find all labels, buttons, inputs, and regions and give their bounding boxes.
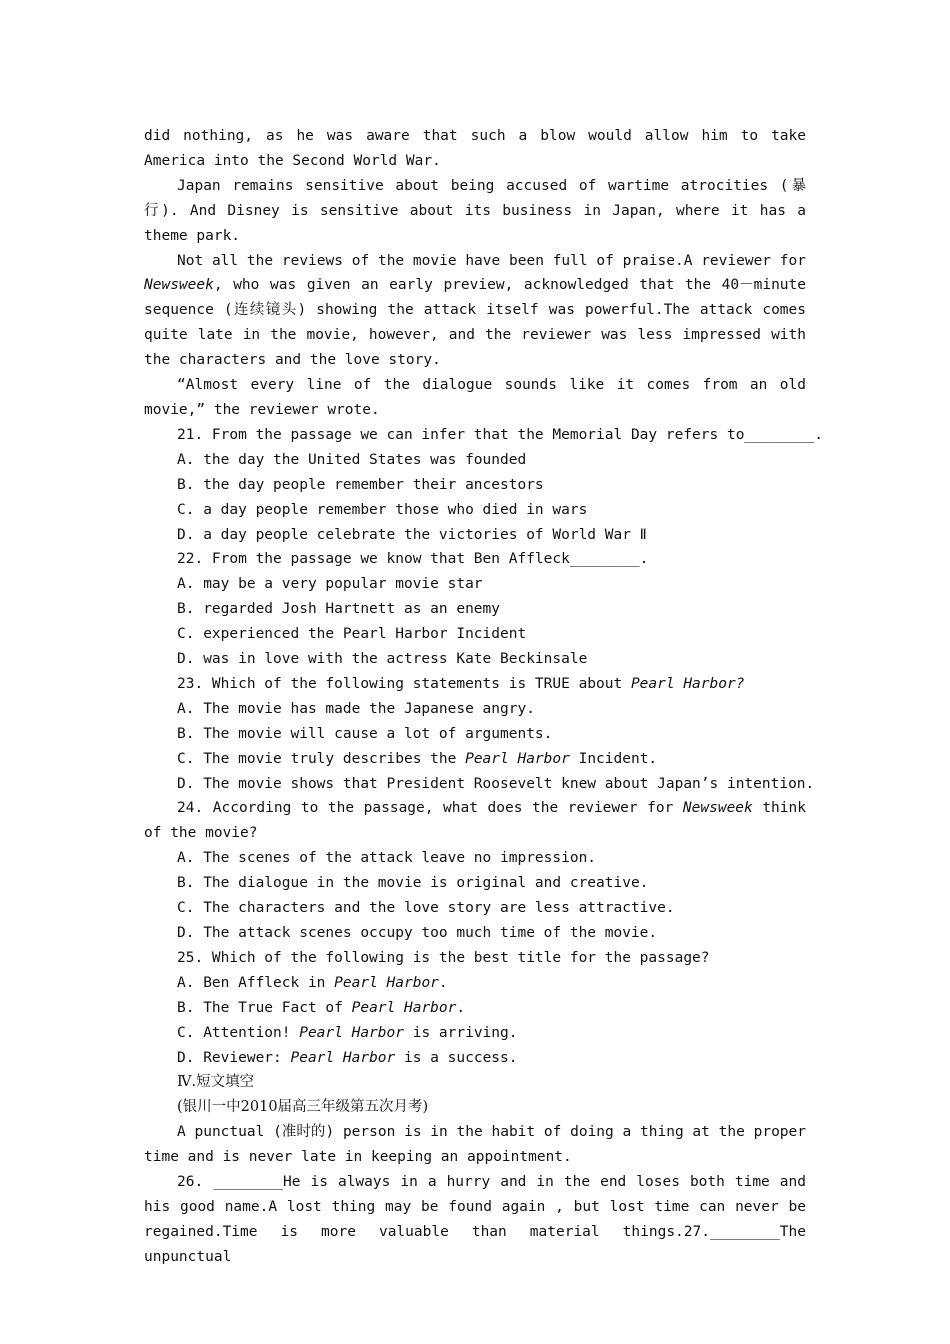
- question-24-stem: [144, 796, 806, 846]
- question-22-option-d: D. was in love with the actress Kate Beckinsale: [177, 651, 588, 668]
- question-25-option-b-text-a: B. The True Fact of: [177, 999, 352, 1016]
- question-25-option-a-text-b: .: [438, 974, 448, 991]
- question-25-option-c-text-a: C. Attention!: [177, 1024, 300, 1041]
- question-23-option-c-text-a: C. The movie truly describes the: [177, 750, 466, 767]
- question-24-option-d: D. The attack scenes occupy too much time of the movie.: [177, 925, 658, 941]
- question-24-stem-text-a: 24. According to the passage, what does the reviewer for: [177, 800, 683, 817]
- question-25-option-a-text-a: A. Ben Affleck in: [177, 974, 335, 991]
- question-21-stem: 21. From the passage we can infer that the Memorial Day refers to________.: [177, 426, 824, 443]
- question-21-option-b: B. the day people remember their ancestors: [177, 476, 544, 493]
- paragraph-2: Japan remains sensitive about being accused of wartime atrocities (暴行). And Disney is sensitive about its business in Japan, where it has a theme park.: [144, 177, 806, 244]
- paragraph-1: did nothing, as he was aware that such a blow would allow him to take America into the Second World War.: [144, 128, 806, 169]
- section-source: (银川一中2010届高三年级第五次月考): [177, 1099, 429, 1116]
- question-22-option-b: B. regarded Josh Hartnett as an enemy: [177, 601, 501, 618]
- question-25-stem: 25. Which of the following is the best title for the passage?: [177, 949, 710, 966]
- question-25-option-c-title: Pearl Harbor: [299, 1024, 404, 1041]
- question-25-option-a: [144, 971, 806, 996]
- question-22-stem: 22. From the passage we know that Ben Affleck________.: [177, 551, 649, 568]
- question-22-option-a: A. may be a very popular movie star: [177, 576, 483, 593]
- question-23-stem-title: Pearl Harbor?: [630, 675, 745, 692]
- question-25-option-b-title: Pearl Harbor: [351, 999, 457, 1016]
- question-23-option-c-title: Pearl Harbor: [465, 750, 570, 767]
- question-24-option-a: A. The scenes of the attack leave no impression.: [177, 850, 597, 867]
- question-25-option-c-text-b: is arriving.: [403, 1024, 518, 1041]
- question-25-option-b-text-b: .: [456, 999, 466, 1016]
- question-24-stem-text-b: think of the movie?: [144, 800, 806, 842]
- question-23-option-a: A. The movie has made the Japanese angry.: [177, 700, 535, 717]
- question-23-option-c: [144, 747, 806, 772]
- question-25-option-b: [144, 996, 806, 1021]
- question-23-stem: [144, 672, 806, 697]
- question-24-stem-title: Newsweek: [682, 800, 753, 817]
- question-23-option-b: B. The movie will cause a lot of arguments.: [177, 725, 553, 742]
- question-24-option-c: C. The characters and the love story are less attractive.: [177, 900, 675, 917]
- paragraph-4: “Almost every line of the dialogue sounds like it comes from an old movie,” the reviewer wrote.: [144, 377, 806, 418]
- question-25-option-d-title: Pearl Harbor: [290, 1049, 396, 1066]
- question-21-option-a: A. the day the United States was founded: [177, 451, 527, 468]
- question-21-option-d: D. a day people celebrate the victories of World War Ⅱ: [177, 526, 647, 543]
- question-21-option-c: C. a day people remember those who died in wars: [177, 501, 588, 518]
- newsweek-title: Newsweek: [144, 277, 214, 294]
- question-22-option-c: C. experienced the Pearl Harbor Incident: [177, 626, 527, 643]
- section-heading: Ⅳ.短文填空: [177, 1074, 255, 1091]
- question-23-option-d: D. The movie shows that President Roosevelt knew about Japan’s intention.: [177, 775, 815, 792]
- question-25-option-c: [144, 1021, 806, 1046]
- question-24-option-b: B. The dialogue in the movie is original and creative.: [177, 875, 649, 892]
- document-page: [144, 124, 824, 1270]
- question-25-option-d-text-b: is a success.: [395, 1049, 518, 1066]
- question-23-stem-text: 23. Which of the following statements is TRUE about: [177, 675, 631, 692]
- paragraph-3-text-b: , who was given an early preview, acknowledged that the 40－minute sequence (连续镜头) showing the attack itself was powerful.The attack comes quite late in the movie, however, and the reviewer was less impressed with the characters and the love story.: [144, 277, 806, 369]
- paragraph-3-text-a: Not all the reviews of the movie have been full of praise.A reviewer for: [177, 252, 806, 269]
- question-25-option-d: [144, 1046, 806, 1071]
- question-23-option-c-text-b: Incident.: [569, 750, 658, 767]
- section-paragraph-2: 26. ________He is always in a hurry and in the end loses both time and his good name.A lost thing may be found again , but lost time can never be regained.Time is more valuable than material things.27.________The unpunctual: [144, 1174, 806, 1265]
- question-25-option-a-title: Pearl Harbor: [334, 974, 439, 991]
- question-25-option-d-text-a: D. Reviewer:: [177, 1049, 291, 1066]
- section-paragraph-1: A punctual (准时的) person is in the habit of doing a thing at the proper time and is never late in keeping an appointment.: [144, 1124, 806, 1166]
- paragraph-3: [144, 249, 806, 374]
